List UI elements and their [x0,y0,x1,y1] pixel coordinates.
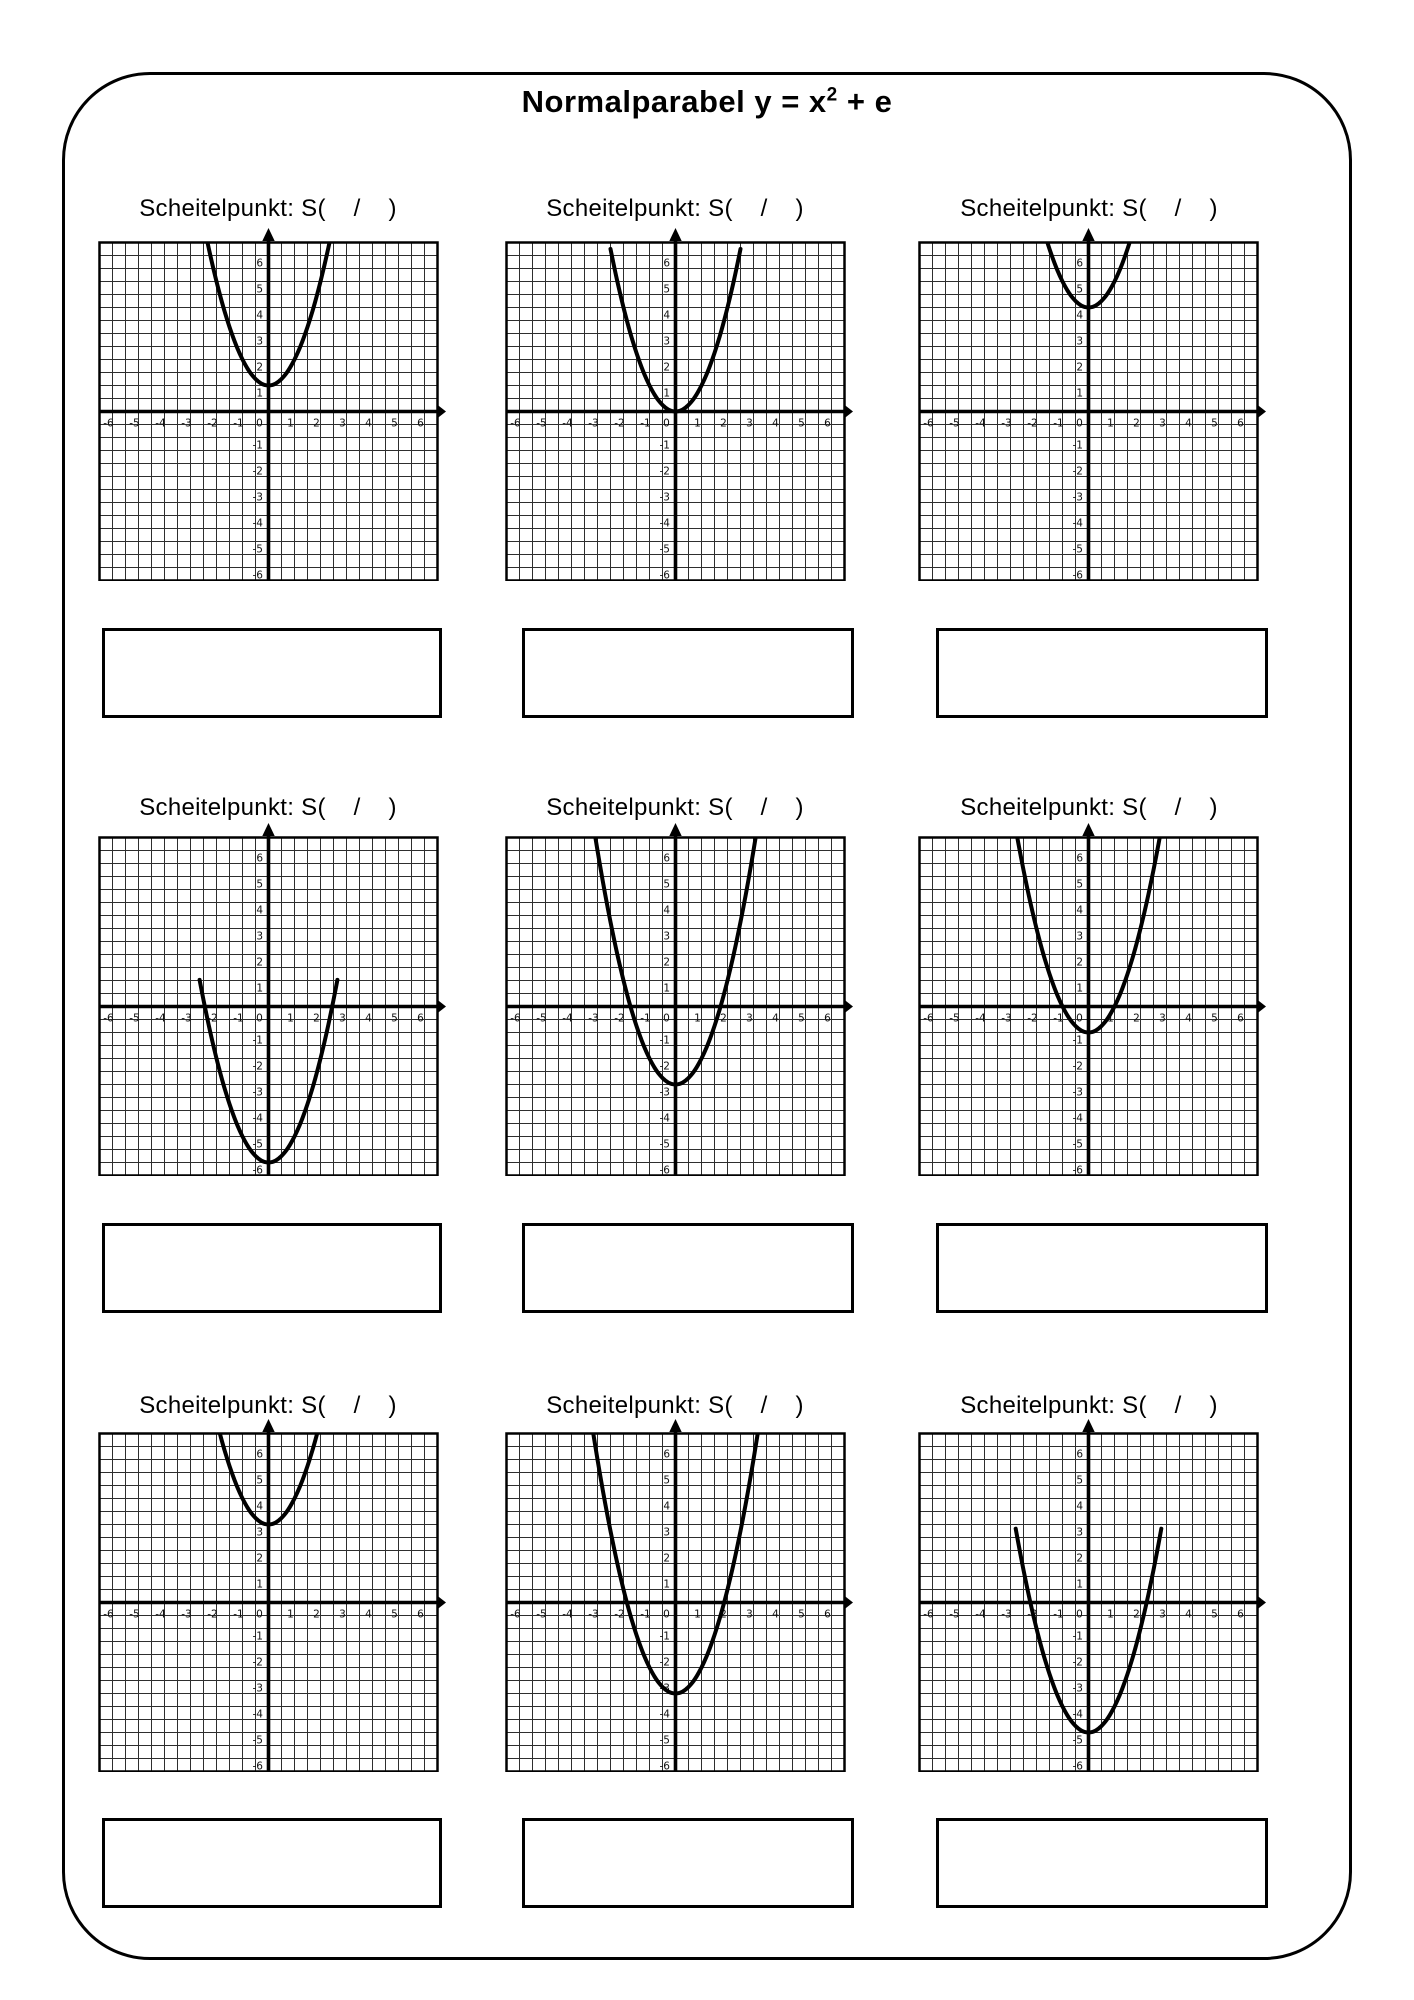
answer-box-8 [522,1818,854,1908]
svg-text:5: 5 [798,417,805,430]
svg-text:-3: -3 [588,1608,599,1621]
answer-box-7 [102,1818,442,1908]
svg-text:-1: -1 [233,417,244,430]
axes [920,835,1260,1176]
svg-text:6: 6 [256,1448,263,1461]
svg-text:-3: -3 [659,491,670,504]
svg-text:3: 3 [1159,417,1166,430]
svg-text:3: 3 [256,1526,263,1539]
svg-text:-2: -2 [1027,417,1038,430]
svg-text:-4: -4 [562,1012,573,1025]
svg-text:-1: -1 [252,439,263,452]
svg-text:-2: -2 [252,1060,263,1073]
svg-text:-5: -5 [949,417,960,430]
svg-text:2: 2 [256,361,263,374]
svg-text:-2: -2 [207,417,218,430]
answer-box-5 [522,1223,854,1313]
svg-text:-6: -6 [659,1760,670,1772]
svg-text:4: 4 [1076,1500,1083,1513]
svg-text:-3: -3 [252,1086,263,1099]
svg-text:1: 1 [1107,1608,1114,1621]
svg-text:1: 1 [256,982,263,995]
svg-text:-5: -5 [1072,1734,1083,1747]
svg-text:-3: -3 [659,1086,670,1099]
svg-text:-4: -4 [659,517,670,530]
svg-text:-4: -4 [1072,1112,1083,1125]
svg-text:-1: -1 [1053,1012,1064,1025]
svg-text:6: 6 [256,852,263,865]
svg-text:1: 1 [663,1578,670,1591]
svg-text:-6: -6 [659,1164,670,1176]
svg-text:-6: -6 [510,417,521,430]
svg-text:-2: -2 [659,465,670,478]
svg-text:-1: -1 [659,1034,670,1047]
svg-text:6: 6 [256,257,263,270]
svg-text:3: 3 [256,335,263,348]
svg-text:-6: -6 [103,1012,114,1025]
svg-text:-2: -2 [1027,1608,1038,1621]
svg-text:2: 2 [1133,1608,1140,1621]
y-axis-arrow-icon [262,823,274,836]
svg-text:1: 1 [1107,417,1114,430]
svg-text:6: 6 [417,1012,424,1025]
svg-text:-1: -1 [233,1608,244,1621]
parabola-plot-8 [505,1418,853,1772]
svg-text:-2: -2 [207,1012,218,1025]
svg-text:-4: -4 [659,1112,670,1125]
axes [100,240,440,581]
svg-text:-3: -3 [252,1682,263,1695]
svg-text:-2: -2 [1027,1012,1038,1025]
svg-text:-2: -2 [614,1012,625,1025]
svg-text:5: 5 [256,878,263,891]
svg-text:-6: -6 [923,1012,934,1025]
svg-text:4: 4 [1185,1012,1192,1025]
svg-text:4: 4 [256,1500,263,1513]
svg-text:5: 5 [1076,283,1083,296]
svg-text:-4: -4 [975,1012,986,1025]
svg-text:-4: -4 [252,517,263,530]
svg-text:6: 6 [824,417,831,430]
axes [920,240,1260,581]
svg-text:-5: -5 [536,1608,547,1621]
svg-text:3: 3 [1159,1608,1166,1621]
svg-text:-3: -3 [181,1012,192,1025]
svg-text:-1: -1 [1053,417,1064,430]
svg-text:-3: -3 [1072,1086,1083,1099]
svg-text:-3: -3 [181,1608,192,1621]
svg-text:1: 1 [287,417,294,430]
svg-text:6: 6 [1237,417,1244,430]
svg-text:0: 0 [256,1608,263,1621]
svg-text:1: 1 [256,387,263,400]
svg-text:-1: -1 [659,1630,670,1643]
parabola-plot-4 [98,822,446,1176]
svg-text:0: 0 [256,417,263,430]
svg-text:5: 5 [1076,878,1083,891]
axes [920,1431,1260,1772]
vertex-prompt-3: Scheitelpunkt: S( / ) [960,195,1218,222]
svg-text:-5: -5 [536,417,547,430]
svg-text:6: 6 [1237,1608,1244,1621]
svg-text:4: 4 [772,1012,779,1025]
svg-text:2: 2 [720,417,727,430]
svg-text:-1: -1 [1072,1630,1083,1643]
svg-text:3: 3 [256,930,263,943]
svg-text:-6: -6 [252,1760,263,1772]
svg-text:1: 1 [1076,387,1083,400]
svg-text:-1: -1 [1072,1034,1083,1047]
svg-text:-6: -6 [252,1164,263,1176]
svg-text:4: 4 [663,904,670,917]
svg-text:-1: -1 [1072,439,1083,452]
svg-text:1: 1 [663,982,670,995]
y-axis-arrow-icon [669,228,681,241]
svg-text:-4: -4 [562,417,573,430]
y-axis-arrow-icon [669,1419,681,1432]
svg-text:-5: -5 [252,1138,263,1151]
svg-text:5: 5 [1076,1474,1083,1487]
svg-text:-1: -1 [640,1608,651,1621]
svg-text:2: 2 [720,1608,727,1621]
svg-text:-6: -6 [510,1012,521,1025]
svg-text:3: 3 [339,1608,346,1621]
svg-text:-1: -1 [659,439,670,452]
svg-text:3: 3 [1076,930,1083,943]
svg-text:6: 6 [417,1608,424,1621]
svg-text:3: 3 [1159,1012,1166,1025]
y-axis-arrow-icon [262,1419,274,1432]
y-axis-arrow-icon [1082,1419,1094,1432]
svg-text:-6: -6 [252,569,263,581]
svg-text:-4: -4 [155,1012,166,1025]
svg-text:1: 1 [1076,1578,1083,1591]
svg-text:3: 3 [746,417,753,430]
x-axis-arrow-icon [845,405,853,417]
svg-text:1: 1 [1076,982,1083,995]
svg-text:-2: -2 [252,465,263,478]
title-exponent: 2 [826,84,838,106]
svg-text:-4: -4 [155,1608,166,1621]
svg-text:4: 4 [1076,309,1083,322]
svg-text:-6: -6 [1072,1760,1083,1772]
axes [100,835,440,1176]
svg-text:-5: -5 [129,1012,140,1025]
svg-text:-4: -4 [252,1708,263,1721]
svg-text:-4: -4 [562,1608,573,1621]
svg-text:6: 6 [417,417,424,430]
svg-text:5: 5 [256,283,263,296]
parabola-plot-6 [918,822,1266,1176]
svg-text:-4: -4 [975,1608,986,1621]
vertex-prompt-7: Scheitelpunkt: S( / ) [139,1392,397,1419]
svg-text:-3: -3 [1072,1682,1083,1695]
svg-text:5: 5 [663,1474,670,1487]
vertex-prompt-5: Scheitelpunkt: S( / ) [546,794,804,821]
svg-text:-5: -5 [129,1608,140,1621]
svg-text:5: 5 [391,417,398,430]
svg-text:5: 5 [391,1608,398,1621]
svg-text:3: 3 [663,1526,670,1539]
svg-text:1: 1 [256,1578,263,1591]
svg-text:-3: -3 [1001,417,1012,430]
svg-text:2: 2 [663,1552,670,1565]
svg-text:-1: -1 [640,417,651,430]
svg-text:6: 6 [663,852,670,865]
svg-text:-6: -6 [1072,569,1083,581]
svg-text:6: 6 [663,1448,670,1461]
vertex-prompt-9: Scheitelpunkt: S( / ) [960,1392,1218,1419]
x-axis-arrow-icon [845,1596,853,1608]
svg-text:-4: -4 [1072,517,1083,530]
svg-text:1: 1 [287,1608,294,1621]
svg-text:5: 5 [1211,417,1218,430]
parabola-plot-3 [918,227,1266,581]
axes [507,835,847,1176]
svg-text:-3: -3 [252,491,263,504]
svg-text:-1: -1 [640,1012,651,1025]
svg-text:0: 0 [663,1608,670,1621]
svg-text:-3: -3 [1001,1012,1012,1025]
svg-text:-6: -6 [1072,1164,1083,1176]
svg-text:-4: -4 [155,417,166,430]
vertex-prompt-4: Scheitelpunkt: S( / ) [139,794,397,821]
worksheet-title [0,84,1414,120]
svg-text:6: 6 [1076,1448,1083,1461]
y-axis-arrow-icon [262,228,274,241]
svg-text:4: 4 [1185,417,1192,430]
svg-text:1: 1 [1107,1012,1114,1025]
svg-text:2: 2 [1076,1552,1083,1565]
svg-text:3: 3 [663,930,670,943]
svg-text:-6: -6 [103,417,114,430]
svg-text:-1: -1 [233,1012,244,1025]
svg-text:0: 0 [1076,1608,1083,1621]
svg-text:6: 6 [1237,1012,1244,1025]
svg-text:-4: -4 [659,1708,670,1721]
svg-text:-3: -3 [588,1012,599,1025]
title-suffix: + e [837,84,893,119]
svg-text:-1: -1 [1053,1608,1064,1621]
vertex-prompt-8: Scheitelpunkt: S( / ) [546,1392,804,1419]
svg-text:-4: -4 [1072,1708,1083,1721]
vertex-prompt-2: Scheitelpunkt: S( / ) [546,195,804,222]
x-axis-arrow-icon [438,1000,446,1012]
svg-text:-6: -6 [923,417,934,430]
svg-text:3: 3 [746,1012,753,1025]
y-axis-arrow-icon [669,823,681,836]
svg-text:4: 4 [256,309,263,322]
svg-text:4: 4 [772,417,779,430]
answer-box-1 [102,628,442,718]
svg-text:4: 4 [1076,904,1083,917]
x-axis-arrow-icon [1258,1000,1266,1012]
svg-text:2: 2 [313,1012,320,1025]
svg-text:2: 2 [256,1552,263,1565]
svg-text:2: 2 [663,361,670,374]
svg-text:5: 5 [663,878,670,891]
answer-box-9 [936,1818,1268,1908]
svg-text:4: 4 [365,1608,372,1621]
svg-text:-5: -5 [1072,1138,1083,1151]
svg-text:3: 3 [746,1608,753,1621]
svg-text:6: 6 [824,1608,831,1621]
svg-text:5: 5 [798,1012,805,1025]
answer-box-4 [102,1223,442,1313]
svg-text:-2: -2 [614,417,625,430]
svg-text:0: 0 [1076,1012,1083,1025]
answer-box-2 [522,628,854,718]
svg-text:-2: -2 [252,1656,263,1669]
svg-text:1: 1 [694,1012,701,1025]
svg-text:3: 3 [339,417,346,430]
svg-text:4: 4 [256,904,263,917]
svg-text:4: 4 [1185,1608,1192,1621]
svg-text:-5: -5 [659,1734,670,1747]
svg-text:1: 1 [663,387,670,400]
svg-text:0: 0 [1076,417,1083,430]
svg-text:0: 0 [256,1012,263,1025]
svg-text:-5: -5 [949,1012,960,1025]
parabola-plot-5 [505,822,853,1176]
svg-text:1: 1 [694,1608,701,1621]
svg-text:-2: -2 [1072,1060,1083,1073]
svg-text:4: 4 [663,1500,670,1513]
vertex-prompt-1: Scheitelpunkt: S( / ) [139,195,397,222]
svg-text:-3: -3 [1001,1608,1012,1621]
svg-text:2: 2 [1076,956,1083,969]
svg-text:2: 2 [313,1608,320,1621]
svg-text:-6: -6 [510,1608,521,1621]
y-axis-arrow-icon [1082,823,1094,836]
svg-text:-6: -6 [659,569,670,581]
svg-text:2: 2 [1076,361,1083,374]
svg-text:3: 3 [339,1012,346,1025]
vertex-prompt-6: Scheitelpunkt: S( / ) [960,794,1218,821]
svg-text:0: 0 [663,417,670,430]
answer-box-3 [936,628,1268,718]
answer-box-6 [936,1223,1268,1313]
svg-text:3: 3 [663,335,670,348]
svg-text:-4: -4 [252,1112,263,1125]
svg-text:-5: -5 [252,1734,263,1747]
svg-text:-4: -4 [975,417,986,430]
svg-text:6: 6 [1076,257,1083,270]
x-axis-arrow-icon [438,405,446,417]
svg-text:2: 2 [1133,1012,1140,1025]
parabola-plot-9 [918,1418,1266,1772]
svg-text:5: 5 [256,1474,263,1487]
svg-text:5: 5 [798,1608,805,1621]
svg-text:-5: -5 [1072,543,1083,556]
svg-text:-2: -2 [659,1656,670,1669]
x-axis-arrow-icon [845,1000,853,1012]
svg-text:2: 2 [256,956,263,969]
svg-text:-2: -2 [207,1608,218,1621]
svg-text:-3: -3 [1072,491,1083,504]
svg-text:-2: -2 [1072,465,1083,478]
svg-text:4: 4 [772,1608,779,1621]
svg-text:4: 4 [365,417,372,430]
x-axis-arrow-icon [1258,1596,1266,1608]
svg-text:1: 1 [287,1012,294,1025]
svg-text:4: 4 [663,309,670,322]
x-axis-arrow-icon [1258,405,1266,417]
svg-text:2: 2 [1133,417,1140,430]
svg-text:-6: -6 [103,1608,114,1621]
svg-text:-3: -3 [588,417,599,430]
svg-text:-2: -2 [614,1608,625,1621]
parabola-plot-7 [98,1418,446,1772]
y-axis-arrow-icon [1082,228,1094,241]
axes [507,1431,847,1772]
axes [100,1431,440,1772]
svg-text:6: 6 [663,257,670,270]
svg-text:-5: -5 [129,417,140,430]
svg-text:1: 1 [694,417,701,430]
svg-text:-5: -5 [536,1012,547,1025]
svg-text:4: 4 [365,1012,372,1025]
svg-text:-5: -5 [659,1138,670,1151]
parabola-plot-1 [98,227,446,581]
svg-text:-2: -2 [1072,1656,1083,1669]
svg-text:2: 2 [720,1012,727,1025]
svg-text:5: 5 [1211,1012,1218,1025]
svg-text:6: 6 [824,1012,831,1025]
svg-text:-1: -1 [252,1630,263,1643]
parabola-plot-2 [505,227,853,581]
svg-text:5: 5 [663,283,670,296]
svg-text:-3: -3 [659,1682,670,1695]
svg-text:2: 2 [313,417,320,430]
svg-text:-6: -6 [923,1608,934,1621]
svg-text:-1: -1 [252,1034,263,1047]
svg-text:3: 3 [1076,1526,1083,1539]
title-text: Normalparabel y = x [521,84,827,119]
svg-text:3: 3 [1076,335,1083,348]
svg-text:5: 5 [1211,1608,1218,1621]
svg-text:2: 2 [663,956,670,969]
svg-text:-5: -5 [949,1608,960,1621]
svg-text:0: 0 [663,1012,670,1025]
svg-text:5: 5 [391,1012,398,1025]
svg-text:-3: -3 [181,417,192,430]
svg-text:-5: -5 [659,543,670,556]
svg-text:6: 6 [1076,852,1083,865]
svg-text:-2: -2 [659,1060,670,1073]
svg-text:-5: -5 [252,543,263,556]
x-axis-arrow-icon [438,1596,446,1608]
